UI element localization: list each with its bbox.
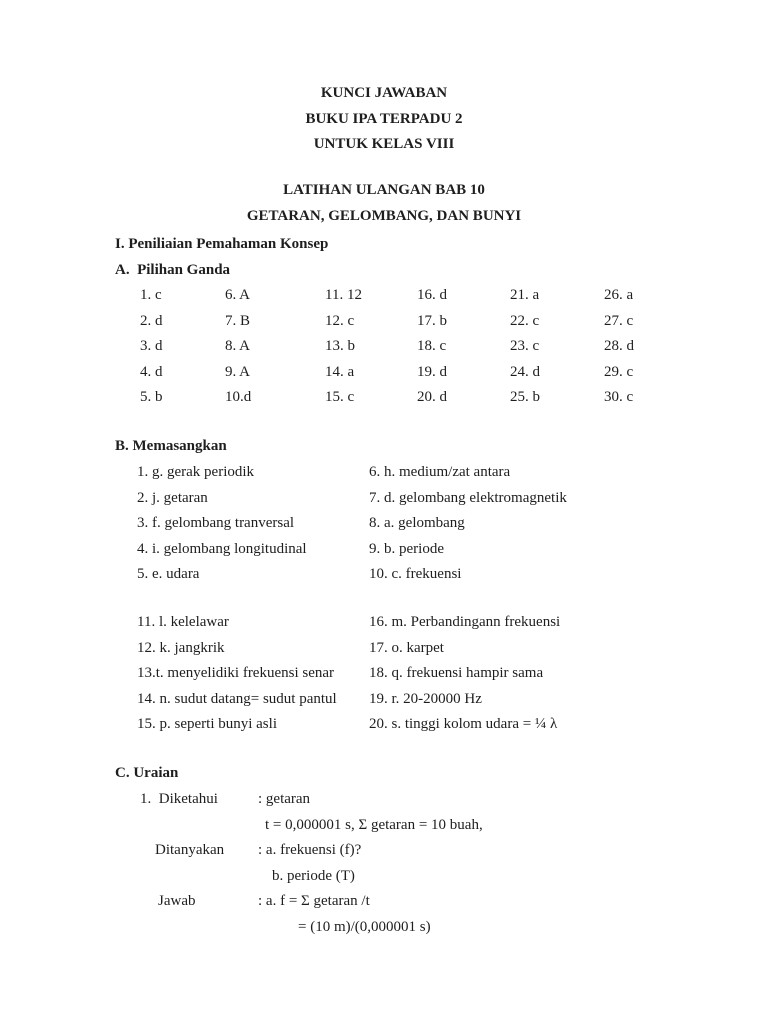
doc-title-line-3: UNTUK KELAS VIII: [313, 136, 455, 152]
uraian-content: : a. f = Σ getaran /t: [258, 893, 370, 909]
match-item: 13.t. menyelidiki frekuensi senar: [137, 665, 335, 681]
answer-cell: 2. d: [140, 312, 163, 329]
uraian-answer-1: [140, 787, 700, 940]
answer-cell: 27. c: [604, 312, 634, 329]
uraian-label: [140, 915, 258, 941]
uraian-line: [140, 838, 700, 864]
match-item: 6. h. medium/zat antara: [369, 464, 511, 480]
answer-cell: 6. A: [225, 287, 251, 303]
uraian-line: [140, 915, 700, 941]
answer-cell: 29. c: [604, 363, 634, 380]
answer-cell: 5. b: [140, 389, 163, 405]
answer-cell: 13. b: [325, 338, 355, 354]
uraian-line: [140, 889, 700, 915]
uraian-content: : getaran: [258, 791, 311, 807]
pilihan-ganda-grid: [140, 283, 700, 411]
answer-cell: 11. 12: [325, 287, 362, 303]
match-item: 12. k. jangkrik: [137, 639, 225, 656]
answer-cell: 30. c: [604, 389, 634, 405]
match-item: 20. s. tinggi kolom udara = ¼ λ: [369, 716, 558, 732]
match-item: 18. q. frekuensi hampir sama: [369, 665, 544, 681]
uraian-line: [140, 864, 700, 890]
section-b-heading: B. Memasangkan: [115, 438, 227, 454]
uraian-label: [140, 813, 258, 839]
subtitle-block: [0, 178, 768, 229]
doc-title-line-2: BUKU IPA TERPADU 2: [305, 110, 463, 127]
uraian-label: [140, 864, 258, 890]
match-item: 9. b. periode: [369, 540, 444, 557]
answer-cell: 1. c: [140, 287, 162, 303]
uraian-label: Ditanyakan: [155, 842, 225, 858]
answer-cell: 14. a: [325, 363, 355, 380]
doc-title-line-1: KUNCI JAWABAN: [320, 85, 448, 101]
match-item: 7. d. gelombang elektromagnetik: [369, 489, 567, 506]
match-item: 17. o. karpet: [369, 639, 444, 656]
uraian-line: [140, 813, 700, 839]
title-block: [0, 81, 768, 158]
answer-cell: 28. d: [604, 338, 634, 354]
match-item: 4. i. gelombang longitudinal: [137, 540, 307, 557]
uraian-line: [140, 787, 700, 813]
match-item: 14. n. sudut datang= sudut pantul: [137, 690, 337, 707]
match-item: 3. f. gelombang tranversal: [137, 515, 295, 531]
section-i-heading: I. Peniliaian Pemahaman Konsep: [115, 236, 329, 252]
uraian-content: : a. frekuensi (f)?: [258, 842, 362, 858]
section-a-heading: A. Pilihan Ganda: [115, 262, 231, 278]
answer-cell: 20. d: [417, 389, 447, 405]
section-c-heading: C. Uraian: [115, 765, 179, 781]
match-item: 8. a. gelombang: [369, 515, 465, 531]
memasangkan-block-1: [137, 460, 697, 588]
answer-cell: 21. a: [510, 287, 540, 303]
answer-cell: 12. c: [325, 312, 355, 329]
uraian-content: b. periode (T): [272, 867, 355, 884]
memasangkan-block-2: [137, 610, 697, 738]
match-item: 1. g. gerak periodik: [137, 464, 255, 480]
answer-cell: 25. b: [510, 389, 540, 405]
answer-cell: 19. d: [417, 363, 447, 380]
uraian-content: t = 0,000001 s, Σ getaran = 10 buah,: [265, 816, 483, 833]
match-item: 16. m. Perbandingann frekuensi: [369, 614, 561, 630]
answer-cell: 8. A: [225, 338, 251, 354]
chapter-subject-line: GETARAN, GELOMBANG, DAN BUNYI: [246, 207, 522, 224]
answer-cell: 22. c: [510, 312, 540, 329]
uraian-content: = (10 m)/(0,000001 s): [298, 918, 431, 935]
match-item: 2. j. getaran: [137, 489, 208, 506]
match-item: 5. e. udara: [137, 566, 200, 582]
answer-cell: 15. c: [325, 389, 355, 405]
match-item: 15. p. seperti bunyi asli: [137, 716, 277, 732]
answer-cell: 9. A: [225, 363, 251, 380]
match-item: 19. r. 20-20000 Hz: [369, 690, 482, 707]
answer-cell: 26. a: [604, 287, 634, 303]
answer-cell: 24. d: [510, 363, 540, 380]
answer-cell: 3. d: [140, 338, 163, 354]
uraian-label: Jawab: [158, 893, 196, 909]
answer-cell: 7. B: [225, 312, 251, 329]
answer-cell: 18. c: [417, 338, 447, 354]
answer-cell: 10.d: [225, 389, 252, 405]
chapter-title-line: LATIHAN ULANGAN BAB 10: [283, 182, 485, 198]
answer-cell: 4. d: [140, 363, 163, 380]
answer-cell: 23. c: [510, 338, 540, 354]
answer-cell: 16. d: [417, 287, 447, 303]
match-item: 11. l. kelelawar: [137, 614, 229, 630]
match-item: 10. c. frekuensi: [369, 566, 462, 582]
answer-cell: 17. b: [417, 312, 447, 329]
uraian-label: 1. Diketahui: [140, 791, 218, 807]
